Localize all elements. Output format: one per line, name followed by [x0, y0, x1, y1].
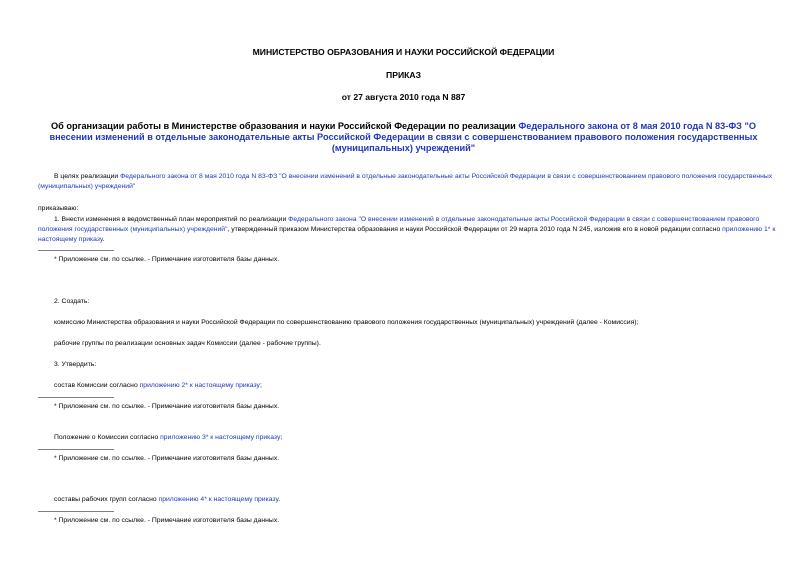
- appendix1-link[interactable]: приложению 1* к настоящему приказу: [38, 226, 776, 243]
- item3-heading: 3. Утвердить:: [54, 361, 97, 368]
- document-type: ПРИКАЗ: [386, 70, 421, 80]
- order-word: приказываю:: [38, 205, 79, 212]
- footnote-rule-4: [38, 511, 114, 512]
- item2-working-groups: рабочие группы по реализации основных задач Комиссии (далее - рабочие группы).: [54, 340, 321, 347]
- item2-heading: 2. Создать:: [54, 298, 90, 305]
- appendix3-link[interactable]: приложению 3* к настоящему приказу: [160, 434, 281, 441]
- title-prefix: Об организации работы в Министерстве образования и науки Российской Федерации по реализации: [51, 121, 519, 131]
- item1-prefix: 1. Внести изменения в ведомственный план мероприятий по реализации: [54, 216, 289, 223]
- ministry-heading: МИНИСТЕРСТВО ОБРАЗОВАНИЯ И НАУКИ РОССИЙСКОЙ ФЕДЕРАЦИИ: [252, 47, 555, 57]
- composition-suffix: ;: [259, 382, 262, 389]
- footnote-4: * Приложение см. по ссылке. - Примечание изготовителя базы данных.: [54, 517, 280, 524]
- appendix2-link[interactable]: приложению 2* к настоящему приказу: [139, 382, 260, 389]
- title-law-link[interactable]: Федерального закона от 8 мая 2010 года N 83-ФЗ "О внесении изменений в отдельные законодательные акты Российской Федерации в связи с совершенствованием правового положения государственных (муниципальных) учреждений": [49, 121, 758, 153]
- regulation-suffix: ;: [280, 434, 283, 441]
- document-title: [40, 121, 767, 154]
- footnote-2: * Приложение см. по ссылке. - Примечание изготовителя базы данных.: [54, 403, 280, 410]
- item3-regulation: [54, 433, 282, 443]
- item3-groups: [54, 495, 280, 505]
- footnote-rule-2: [38, 397, 114, 398]
- groups-suffix: .: [278, 496, 281, 503]
- footnote-1: * Приложение см. по ссылке. - Примечание изготовителя базы данных.: [54, 256, 280, 263]
- appendix4-link[interactable]: приложению 4* к настоящему приказу: [158, 496, 279, 503]
- composition-prefix: состав Комиссии согласно: [54, 382, 140, 389]
- item1-middle: , утвержденный приказом Министерства образования и науки Российской Федерации от 29 марта 2010 года N 245, изложив его в новой редакции согласно: [227, 226, 723, 233]
- regulation-prefix: Положение о Комиссии согласно: [54, 434, 161, 441]
- item2-commission: комиссию Министерства образования и науки Российской Федерации по совершенствованию правового положения государственных (муниципальных) учреждений (далее - Комиссия);: [54, 319, 639, 326]
- footnote-rule-3: [38, 449, 114, 450]
- item1-suffix: .: [102, 236, 105, 243]
- intro-law-link[interactable]: Федерального закона от 8 мая 2010 года N 83-ФЗ "О внесении изменений в отдельные законодательные акты Российской Федерации в связи с совершенствованием правового положения государственных (муниципальных) учреждений": [38, 173, 773, 190]
- footnote-rule-1: [38, 250, 114, 251]
- intro-prefix: В целях реализации: [54, 173, 121, 180]
- item3-composition: [54, 381, 262, 391]
- item1-law-link[interactable]: Федерального закона "О внесении изменений в отдельные законодательные акты Российской Федерации в связи с совершенствованием правового положения государственных (муниципальных) учреждений": [38, 216, 760, 233]
- groups-prefix: составы рабочих групп согласно: [54, 496, 159, 503]
- document-date-number: от 27 августа 2010 года N 887: [341, 92, 466, 102]
- footnote-3: * Приложение см. по ссылке. - Примечание изготовителя базы данных.: [54, 455, 280, 462]
- intro-paragraph: [38, 172, 778, 192]
- item1-paragraph: [38, 215, 778, 245]
